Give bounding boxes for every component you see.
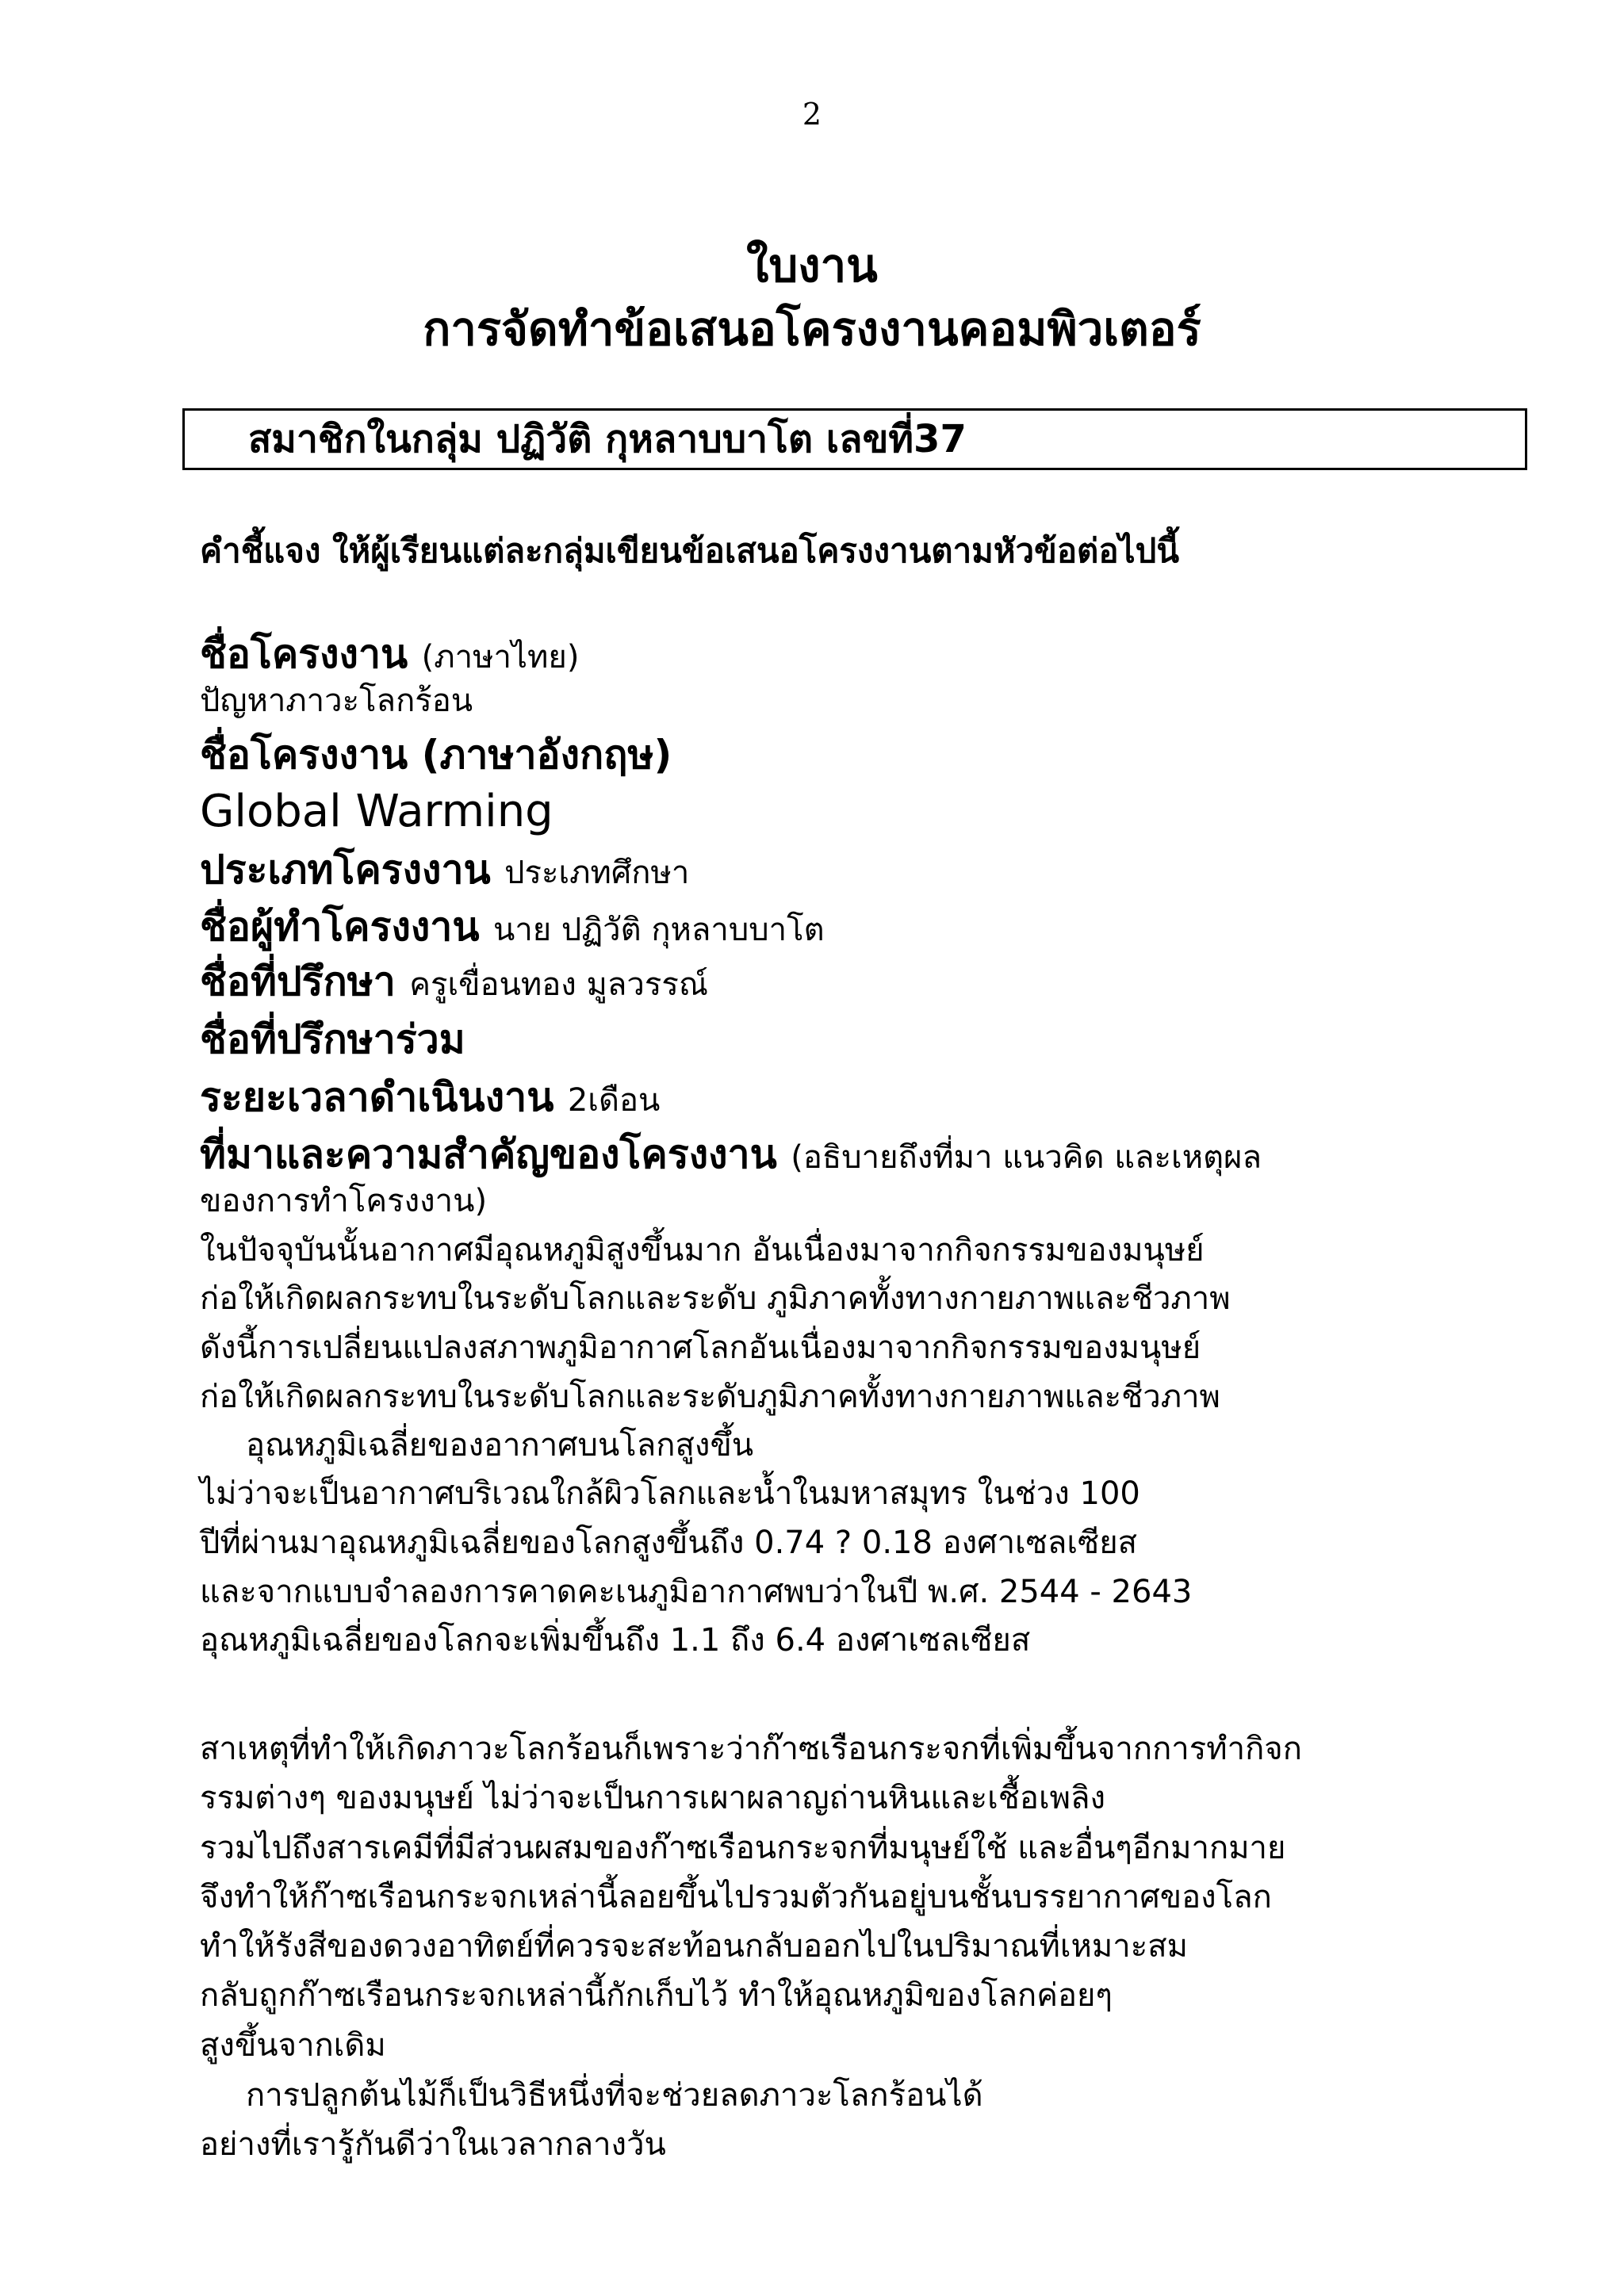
coadvisor-label: ชื่อที่ปรึกษาร่วม [200,1016,465,1062]
paragraph-2-line: สาเหตุที่ทำให้เกิดภาวะโลกร้อนก็เพราะว่าก๊าซเรือนกระจกที่เพิ่มขึ้นจากการทำกิจก [200,1731,1302,1767]
project-type-row [200,842,689,901]
advisor-label: ชื่อที่ปรึกษา [200,959,396,1004]
paragraph-1-line: ก่อให้เกิดผลกระทบในระดับโลกและระดับ ภูมิภาคทั้งทางกายภาพและชีวภาพ [200,1280,1231,1317]
project-name-en-label: ชื่อโครงงาน (ภาษาอังกฤษ) [200,732,672,778]
paragraph-2-line: รรมต่างๆ ของมนุษย์ ไม่ว่าจะเป็นการเผาผลาญถ่านหินและเชื้อเพลิง [200,1780,1106,1816]
paragraph-1-line: ปีที่ผ่านมาอุณหภูมิเฉลี่ยของโลกสูงขึ้นถึง 0.74 ? 0.18 องศาเซลเซียส [200,1525,1138,1561]
project-name-th-hint: (ภาษาไทย) [421,639,580,675]
paragraph-2-line: ทำให้รังสีของดวงอาทิตย์ที่ควรจะสะท้อนกลับออกไปในปริมาณที่เหมาะสม [200,1928,1188,1965]
author-label: ชื่อผู้ทำโครงงาน [200,904,480,950]
paragraph-1-line: อุณหภูมิเฉลี่ยของโลกจะเพิ่มขึ้นถึง 1.1 ถึง 6.4 องศาเซลเซียส [200,1622,1031,1659]
paragraph-1-line: อุณหภูมิเฉลี่ยของอากาศบนโลกสูงขึ้น [246,1427,754,1464]
duration-value: 2เดือน [567,1082,661,1119]
paragraph-2-line: สูงขึ้นจากเดิม [200,2027,386,2064]
group-members-box [182,408,1527,470]
paragraph-2-line: อย่างที่เรารู้กันดีว่าในเวลากลางวัน [200,2126,666,2163]
project-type-value: ประเภทศึกษา [504,855,690,891]
project-name-th-value: ปัญหาภาวะโลกร้อน [200,683,473,719]
worksheet-title: ใบงาน [746,239,878,293]
duration-label: ระยะเวลาดำเนินงาน [200,1074,554,1120]
project-type-label: ประเภทโครงงาน [200,847,491,893]
paragraph-1-line: ในปัจจุบันนั้นอากาศมีอุณหภูมิสูงขึ้นมาก อันเนื่องมาจากกิจกรรมของมนุษย์ [200,1232,1205,1269]
advisor-value: ครูเขื่อนทอง มูลวรรณ์ [409,966,708,1003]
duration-row [200,1070,660,1128]
paragraph-2-line: กลับถูกก๊าซเรือนกระจกเหล่านี้กักเก็บไว้ ทำให้อุณหภูมิของโลกค่อยๆ [200,1977,1113,2014]
paragraph-2-line: จึงทำให้ก๊าซเรือนกระจกเหล่านี้ลอยขึ้นไปรวมตัวกันอยู่บนชั้นบรรยากาศของโลก [200,1879,1272,1915]
paragraph-2-line: รวมไปถึงสารเคมีที่มีส่วนผสมของก๊าซเรือนกระจกที่มนุษย์ใช้ และอื่นๆอีกมากมาย [200,1830,1286,1866]
background-hint: (อธิบายถึงที่มา แนวคิด และเหตุผล [791,1139,1262,1176]
paragraph-1-line: และจากแบบจำลองการคาดคะเนภูมิอากาศพบว่าในปี พ.ศ. 2544 - 2643 [200,1574,1193,1610]
paragraph-2-line: การปลูกต้นไม้ก็เป็นวิธีหนึ่งที่จะช่วยลดภาวะโลกร้อนได้ [246,2077,983,2114]
page-number: 2 [802,97,822,132]
background-label: ที่มาและความสำคัญของโครงงาน [200,1131,777,1177]
project-name-en-value: Global Warming [200,786,553,837]
paragraph-1-line: ก่อให้เกิดผลกระทบในระดับโลกและระดับภูมิภาคทั้งทางกายภาพและชีวภาพ [200,1379,1220,1415]
author-value: นาย ปฏิวัติ กุหลาบบาโต [492,912,825,948]
author-row [200,899,825,958]
group-members-text: สมาชิกในกลุ่ม ปฏิวัติ กุหลาบบาโต เลขที่37 [248,417,967,461]
paragraph-1-line: ดังนี้การเปลี่ยนแปลงสภาพภูมิอากาศโลกอันเนื่องมาจากกิจกรรมของมนุษย์ [200,1330,1201,1366]
background-hint-continued: ของการทำโครงงาน) [200,1183,488,1219]
instructions: คำชี้แจง ให้ผู้เรียนแต่ละกลุ่มเขียนข้อเสนอโครงงานตามหัวข้อต่อไปนี้ [200,531,1180,570]
advisor-row [200,954,708,1012]
worksheet-subtitle: การจัดทำข้อเสนอโครงงานคอมพิวเตอร์ [423,302,1201,356]
project-name-th-label: ชื่อโครงงาน [200,631,408,677]
paragraph-1-line: ไม่ว่าจะเป็นอากาศบริเวณใกล้ผิวโลกและน้ำในมหาสมุทร ในช่วง 100 [200,1475,1140,1512]
